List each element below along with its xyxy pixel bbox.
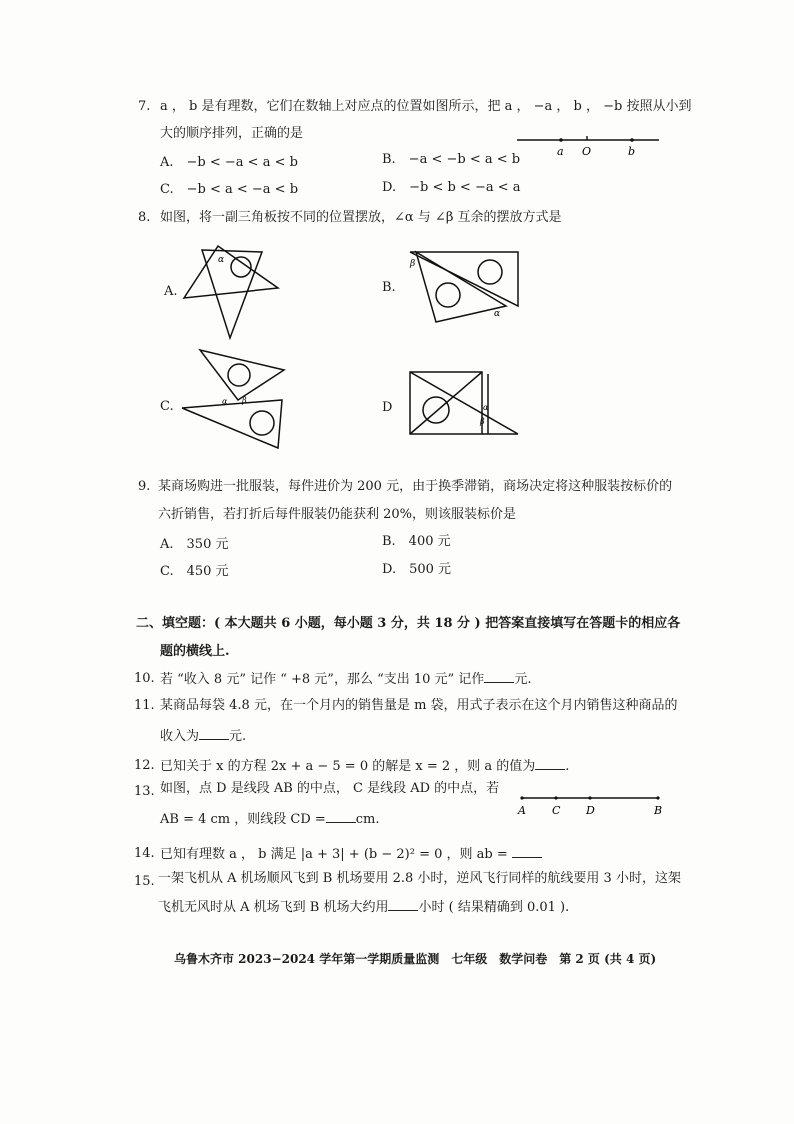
q10-stem [160, 670, 531, 689]
q8-figure-a-alpha: α [218, 255, 225, 265]
q14-stem [160, 845, 542, 864]
q10-text-end: 元. [514, 672, 532, 687]
q15-text-end: 小时 ( 结果精确到 0.01 ). [418, 900, 570, 915]
page-footer: 乌鲁木齐市 2023−2024 学年第一学期质量监测 七年级 数学问卷 第 2 页 (共 4 页) [174, 952, 657, 966]
q8-figure-b-alpha: α [494, 309, 501, 319]
q9-stem-line2: 六折销售，若打折后每件服装仍能获利 20%，则该服装标价是 [158, 507, 517, 522]
q7-stem-line1: a ， b 是有理数，它们在数轴上对应点的位置如图所示，把 a ， −a ， b ， −b 按照从小到 [160, 99, 692, 114]
q9-option-a: A. 350 元 [160, 537, 229, 552]
q15-answer-blank[interactable] [388, 898, 418, 911]
q12-text: 已知关于 x 的方程 2x + a − 5 = 0 的解是 x = 2 ，则 a 的值为 [160, 759, 536, 774]
q13-stem-line1: 如图，点 D 是线段 AB 的中点， C 是线段 AD 的中点，若 [160, 781, 500, 796]
q14-number: 14. [134, 846, 155, 861]
q12-text-end: . [565, 759, 570, 774]
q14-text: 已知有理数 a ， b 满足 |a + 3| + (b − 2)² = 0 ，则 ab = [160, 847, 508, 862]
section-2-heading-cont: 题的横线上. [160, 644, 230, 659]
q7-stem-line2: 大的顺序排列，正确的是 [160, 126, 304, 141]
q15-stem-line2 [158, 898, 569, 917]
q12-stem [160, 757, 569, 776]
q13-point-a: A [518, 804, 526, 817]
q12-answer-blank[interactable] [535, 757, 565, 770]
q8-figure-d-beta: β [480, 417, 485, 426]
q7-option-a: A. −b < −a < a < b [160, 155, 298, 170]
q15-stem-line1: 一架飞机从 A 机场顺风飞到 B 机场要用 2.8 小时，逆风飞行同样的航线要用 3 小时，这架 [158, 871, 681, 886]
q13-answer-blank[interactable] [326, 810, 356, 823]
q7-axis-label-b: b [628, 145, 636, 158]
q8-label-d: D [382, 400, 393, 415]
q7-number: 7. [138, 99, 151, 114]
q13-stem-line2 [160, 810, 380, 829]
q14-answer-blank[interactable] [512, 845, 542, 858]
q11-number: 11. [134, 698, 155, 713]
q8-figure-b [406, 244, 524, 328]
q7-axis-label-a: a [557, 145, 564, 158]
q13-text-end: cm. [355, 812, 380, 827]
q11-stem-line2 [160, 727, 246, 746]
q9-option-d: D. 500 元 [382, 562, 452, 577]
q11-stem-line1: 某商品每袋 4.8 元，在一个月内的销售量是 m 袋，用式子表示在这个月内销售这种商品的 [160, 698, 678, 713]
q9-stem-line1: 某商场购进一批服装，每件进价为 200 元，由于换季滞销，商场决定将这种服装按标价的 [158, 479, 673, 494]
q7-option-c: C. −b < a < −a < b [160, 182, 299, 197]
q7-number-line [515, 132, 663, 158]
q9-option-c: C. 450 元 [160, 564, 229, 579]
q9-option-b: B. 400 元 [382, 534, 451, 549]
q7-option-d: D. −b < b < −a < a [382, 180, 521, 195]
q8-label-b: B. [382, 280, 396, 295]
q8-stem: 如图，将一副三角板按不同的位置摆放，∠α 与 ∠β 互余的摆放方式是 [160, 210, 562, 225]
q13-point-d: D [586, 804, 595, 817]
q11-answer-blank[interactable] [199, 727, 229, 740]
q8-figure-c-beta: β [242, 396, 247, 405]
q10-number: 10. [134, 671, 155, 686]
q7-option-b: B. −a < −b < a < b [382, 152, 521, 167]
q13-number: 13. [134, 784, 155, 799]
q8-figure-b-beta: β [410, 259, 416, 269]
q12-number: 12. [134, 758, 155, 773]
q13-point-b: B [654, 804, 663, 817]
q7-axis-label-o: O [582, 145, 592, 158]
q8-figure-a [178, 240, 284, 340]
q8-label-c: C. [160, 399, 174, 414]
section-2-heading: 二、填空题：( 本大题共 6 小题，每小题 3 分，共 18 分 ) 把答案直接填写在答题卡的相应各 [136, 616, 681, 631]
q15-number: 15. [134, 874, 155, 889]
q13-text: AB = 4 cm ，则线段 CD = [160, 812, 326, 827]
q9-number: 9. [138, 479, 151, 494]
q8-number: 8. [138, 210, 151, 225]
q11-text: 收入为 [160, 729, 200, 744]
q15-text: 飞机无风时从 A 机场飞到 B 机场大约用 [158, 900, 389, 915]
q13-segment-figure [516, 792, 666, 818]
q8-figure-d [406, 366, 522, 440]
q11-text-end: 元. [229, 729, 247, 744]
q10-text: 若 “收入 8 元” 记作 “ +8 元”，那么 “支出 10 元” 记作 [160, 672, 485, 687]
q13-point-c: C [552, 804, 561, 817]
q10-answer-blank[interactable] [484, 670, 514, 683]
q8-figure-c-alpha: α [222, 397, 228, 406]
q8-label-a: A. [164, 284, 178, 299]
q8-figure-d-alpha: α [483, 403, 489, 412]
q8-figure-c [180, 346, 290, 452]
